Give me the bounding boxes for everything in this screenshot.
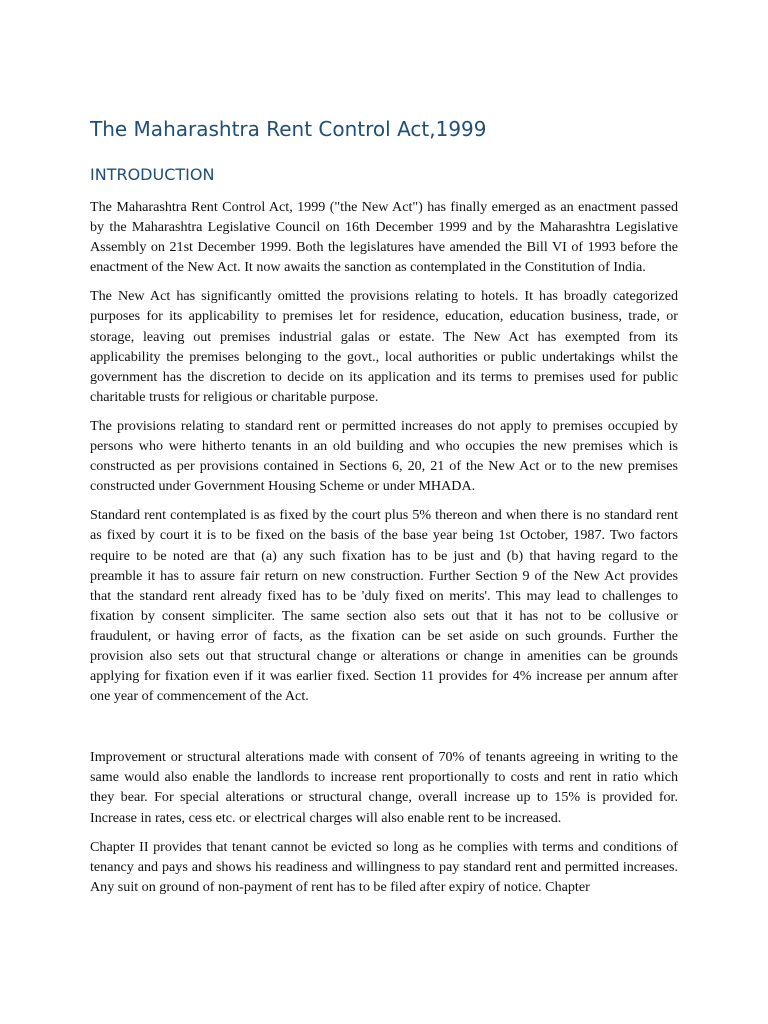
- paragraph-enactment: The Maharashtra Rent Control Act, 1999 ("the New Act") has finally emerged as an enactment passed by the Maharashtra Legislative Council on 16th December 1999 and by the Maharashtra Legislative Assembly on 21st December 1999. Both the legislatures have amended the Bill VI of 1993 before the enactment of the New Act. It now awaits the sanction as contemplated in the Constitution of India.: [90, 199, 678, 276]
- document-body: [90, 197, 678, 906]
- paragraph-applicability: The New Act has significantly omitted the provisions relating to hotels. It has broadly categorized purposes for its applicability to premises let for residence, education, education business, trade, or storage, leaving out premises industrial galas or estate. The New Act has exempted from its applicability the premises belonging to the govt., local authorities or public undertakings whilst the government has the discretion to decide on its application and its terms to premises used for public charitable trusts for religious or charitable purpose.: [90, 288, 678, 405]
- document-title: The Maharashtra Rent Control Act,1999: [90, 117, 487, 141]
- paragraph-standard-rent-fixation: Standard rent contemplated is as fixed by the court plus 5% thereon and when there is no standard rent as fixed by court it is to be fixed on the basis of the base year being 1st October, 1987. Two factors require to be noted are that (a) any such fixation has to be just and (b) that having regard to the preamble it has to assure fair return on new construction. Further Section 9 of the New Act provides that the standard rent already fixed has to be 'duly fixed on merits'. This may lead to challenges to fixation by consent simpliciter. The same section also sets out that it has not to be collusive or fraudulent, or having error of facts, as the fixation can be set aside on such grounds. Further the provision also sets out that structural change or alterations or change in amenities can be grounds applying for fixation even if it was earlier fixed. Section 11 provides for 4% increase per annum after one year of commencement of the Act.: [90, 507, 678, 705]
- section-heading-introduction: INTRODUCTION: [90, 165, 215, 184]
- paragraph-standard-rent-exemption: The provisions relating to standard rent or permitted increases do not apply to premises occupied by persons who were hitherto tenants in an old building and who occupies the new premises which is constructed as per provisions contained in Sections 6, 20, 21 of the New Act or to the new premises constructed under Government Housing Scheme or under MHADA.: [90, 417, 678, 495]
- paragraph-structural-alterations: Improvement or structural alterations made with consent of 70% of tenants agreeing in writing to the same would also enable the landlords to increase rent proportionally to costs and rent in ratio which they bear. For special alterations or structural change, overall increase up to 15% is provided for. Increase in rates, cess etc. or electrical charges will also enable rent to be increased.: [90, 749, 678, 826]
- paragraph-chapter-ii: Chapter II provides that tenant cannot be evicted so long as he complies with terms and conditions of tenancy and pays and shows his readiness and willingness to pay standard rent and permitted increases. Any suit on ground of non-payment of rent has to be filed after expiry of notice. Chapter: [90, 838, 678, 895]
